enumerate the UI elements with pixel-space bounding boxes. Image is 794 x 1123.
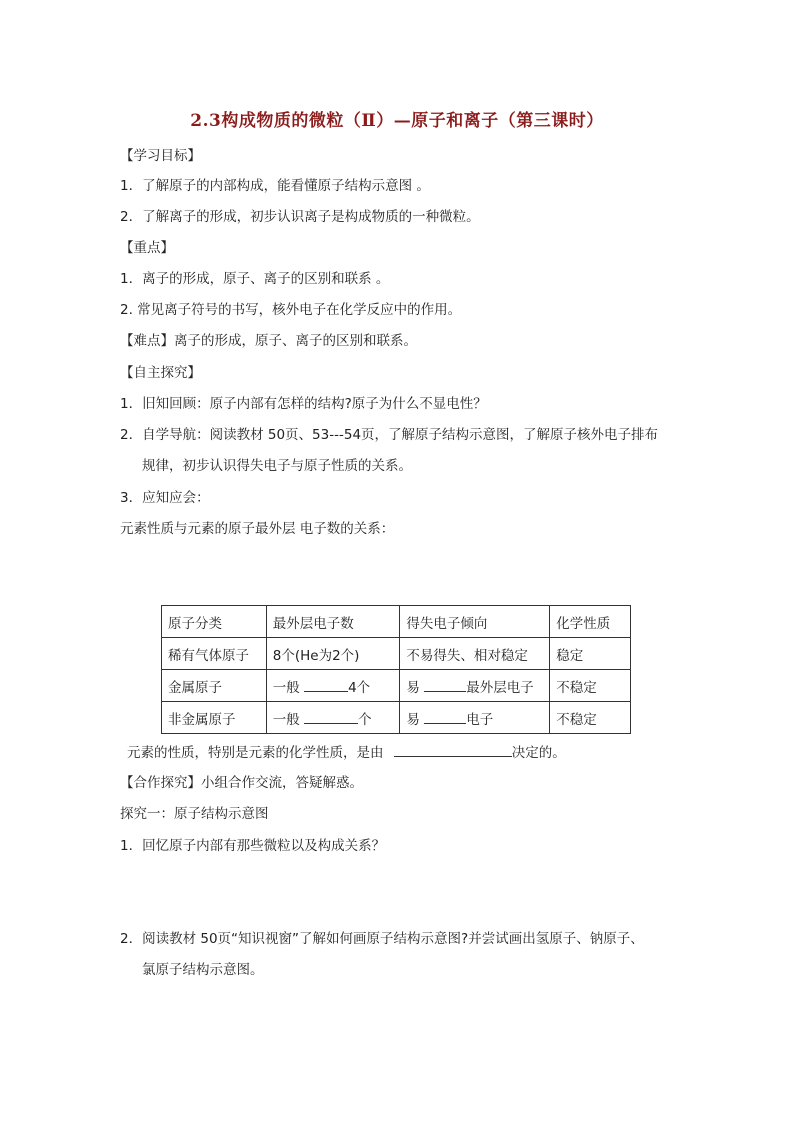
conclusion-prefix: 元素的性质，特别是元素的化学性质，是由 bbox=[127, 745, 384, 761]
table-header-cell: 最外层电子数 bbox=[266, 606, 400, 638]
cooperation-heading: 【合作探究】小组合作交流，答疑解惑。 bbox=[120, 775, 363, 791]
count-suffix: 4个 bbox=[348, 679, 371, 696]
key-point-item-2: 2. 常见离子符号的书写，核外电子在化学反应中的作用。 bbox=[120, 302, 462, 318]
tendency-suffix: 最外层电子 bbox=[466, 679, 534, 696]
table-cell bbox=[266, 702, 400, 734]
table-cell: 非金属原子 bbox=[162, 702, 267, 734]
table-row bbox=[162, 670, 631, 702]
table-header-cell: 得失电子倾向 bbox=[400, 606, 550, 638]
table-cell: 金属原子 bbox=[162, 670, 267, 702]
table-cell: 不易得失、相对稳定 bbox=[400, 638, 550, 670]
table-row bbox=[162, 638, 631, 670]
atom-property-table bbox=[161, 605, 631, 734]
table-row bbox=[162, 702, 631, 734]
explore-question-1: 1．回忆原子内部有那些微粒以及构成关系？ bbox=[120, 838, 386, 854]
conclusion-line bbox=[127, 742, 566, 763]
fill-blank[interactable] bbox=[304, 677, 348, 692]
table-cell bbox=[400, 670, 550, 702]
explore-1-heading: 探究一：原子结构示意图 bbox=[120, 806, 269, 822]
table-cell bbox=[400, 702, 550, 734]
relation-line: 元素性质与元素的原子最外层 电子数的关系： bbox=[120, 521, 395, 537]
table-cell: 稀有气体原子 bbox=[162, 638, 267, 670]
tendency-prefix: 易 bbox=[406, 711, 420, 728]
conclusion-suffix: 决定的。 bbox=[511, 745, 566, 761]
objective-item-2: 2．了解离子的形成，初步认识离子是构成物质的一种微粒。 bbox=[120, 209, 480, 225]
self-study-item-3: 3．应知应会： bbox=[120, 490, 210, 506]
table-cell bbox=[266, 670, 400, 702]
table-header-cell: 原子分类 bbox=[162, 606, 267, 638]
tendency-suffix: 电子 bbox=[466, 711, 494, 728]
self-study-item-2-line-1: 2．自学导航：阅读教材 50页、53---54页，了解原子结构示意图，了解原子核外电子排布 bbox=[120, 427, 659, 443]
table-cell: 8个(He为2个) bbox=[266, 638, 400, 670]
self-study-item-1: 1．旧知回顾：原子内部有怎样的结构?原子为什么不显电性？ bbox=[120, 396, 487, 412]
explore-question-2-line-2: 氯原子结构示意图。 bbox=[142, 962, 264, 978]
table-cell: 不稳定 bbox=[550, 702, 631, 734]
count-suffix: 个 bbox=[358, 711, 372, 728]
fill-blank[interactable] bbox=[424, 709, 466, 724]
fill-blank[interactable] bbox=[424, 677, 466, 692]
key-points-heading: 【重点】 bbox=[120, 240, 174, 256]
table-header-row bbox=[162, 606, 631, 638]
key-point-item-1: 1．离子的形成，原子、离子的区别和联系 。 bbox=[120, 271, 390, 287]
fill-blank[interactable] bbox=[394, 742, 512, 757]
objectives-heading: 【学习目标】 bbox=[120, 148, 201, 164]
count-prefix: 一般 bbox=[272, 679, 300, 696]
page-title: 2.3构成物质的微粒（Ⅱ）—原子和离子（第三课时） bbox=[190, 111, 604, 131]
tendency-prefix: 易 bbox=[406, 679, 420, 696]
self-study-item-2-line-2: 规律，初步认识得失电子与原子性质的关系。 bbox=[142, 458, 412, 474]
table-cell: 不稳定 bbox=[550, 670, 631, 702]
table-header-cell: 化学性质 bbox=[550, 606, 631, 638]
objective-item-1: 1．了解原子的内部构成，能看懂原子结构示意图 。 bbox=[120, 178, 430, 194]
explore-question-2-line-1: 2．阅读教材 50页“知识视窗”了解如何画原子结构示意图?并尝试画出氢原子、钠原子、 bbox=[120, 931, 644, 947]
fill-blank[interactable] bbox=[304, 709, 358, 724]
count-prefix: 一般 bbox=[272, 711, 300, 728]
difficulty-line: 【难点】离子的形成，原子、离子的区别和联系。 bbox=[120, 333, 417, 349]
table-cell: 稳定 bbox=[550, 638, 631, 670]
self-study-heading: 【自主探究】 bbox=[120, 365, 201, 381]
